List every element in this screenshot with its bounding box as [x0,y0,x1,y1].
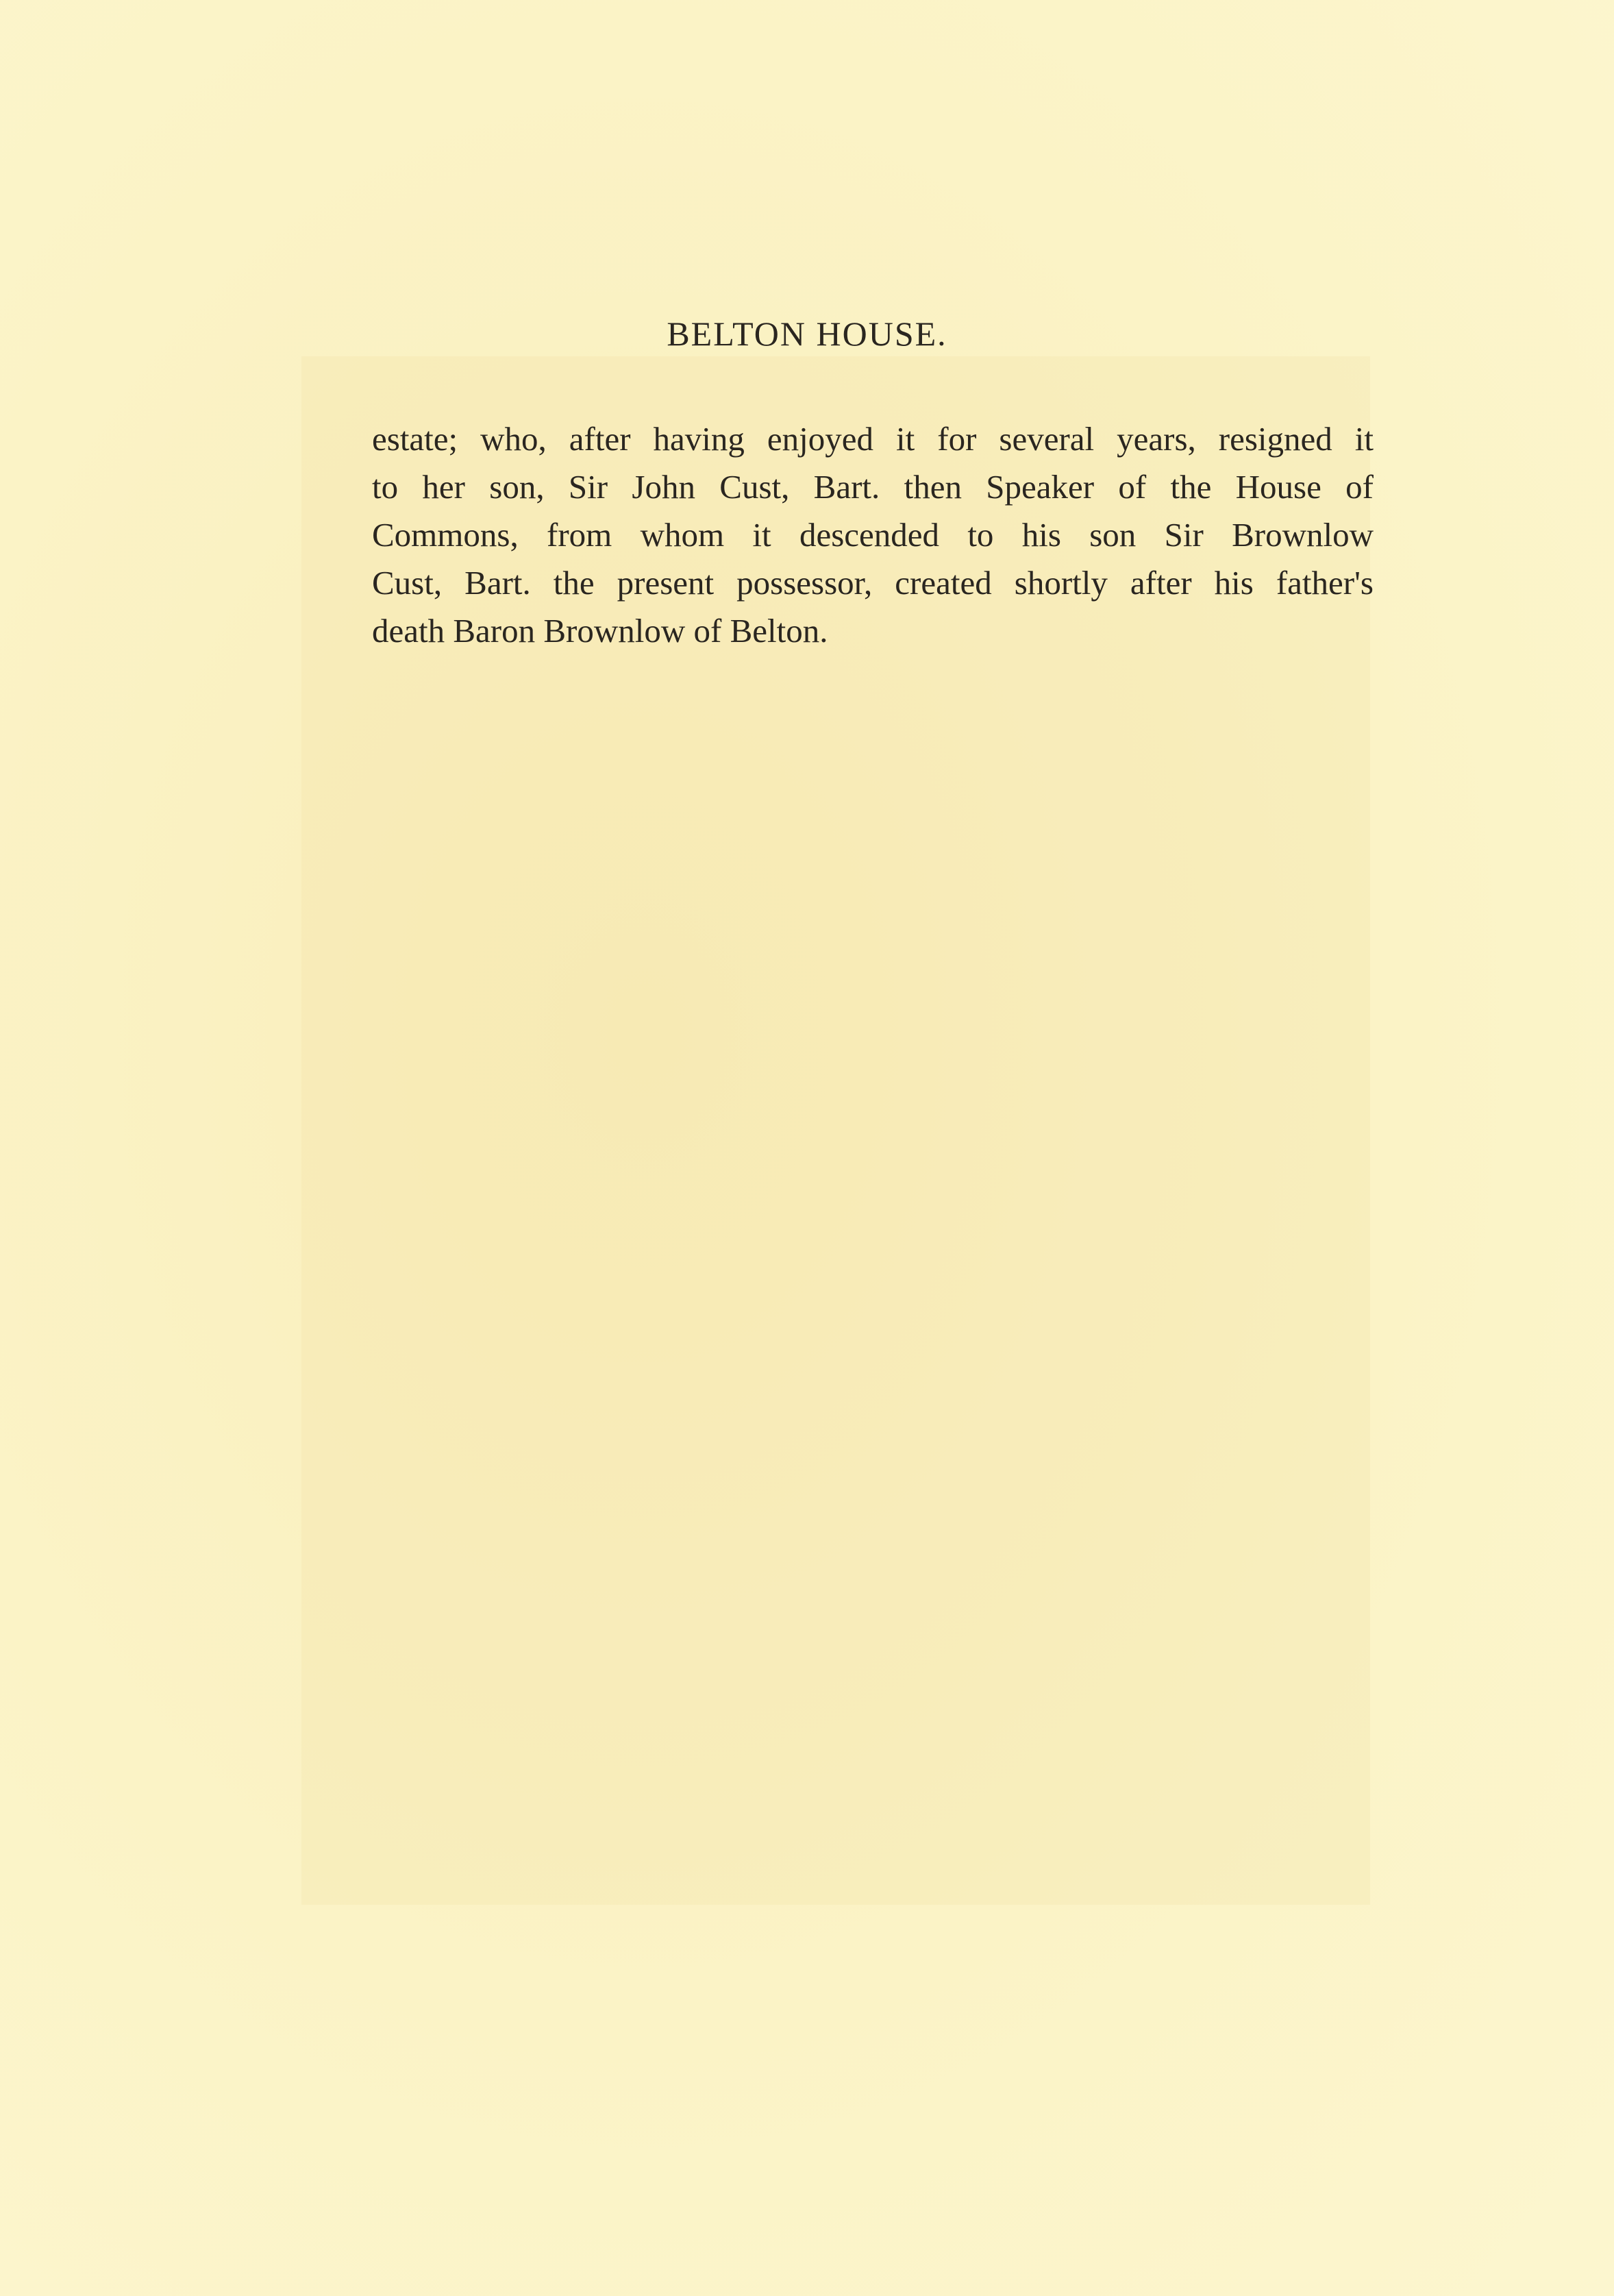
text-line: to her son, Sir John Cust, Bart. then Speaker of the House of [372,468,1374,506]
text-line: estate; who, after having enjoyed it for several years, resigned it [372,420,1374,458]
text-line: death Baron Brownlow of Belton. [372,612,828,650]
body-paragraph [372,415,1374,655]
text-line: Cust, Bart. the present possessor, created shortly after his father's [372,564,1374,602]
text-line: Commons, from whom it descended to his son Sir Brownlow [372,516,1374,554]
running-head: BELTON HOUSE. [667,314,947,353]
